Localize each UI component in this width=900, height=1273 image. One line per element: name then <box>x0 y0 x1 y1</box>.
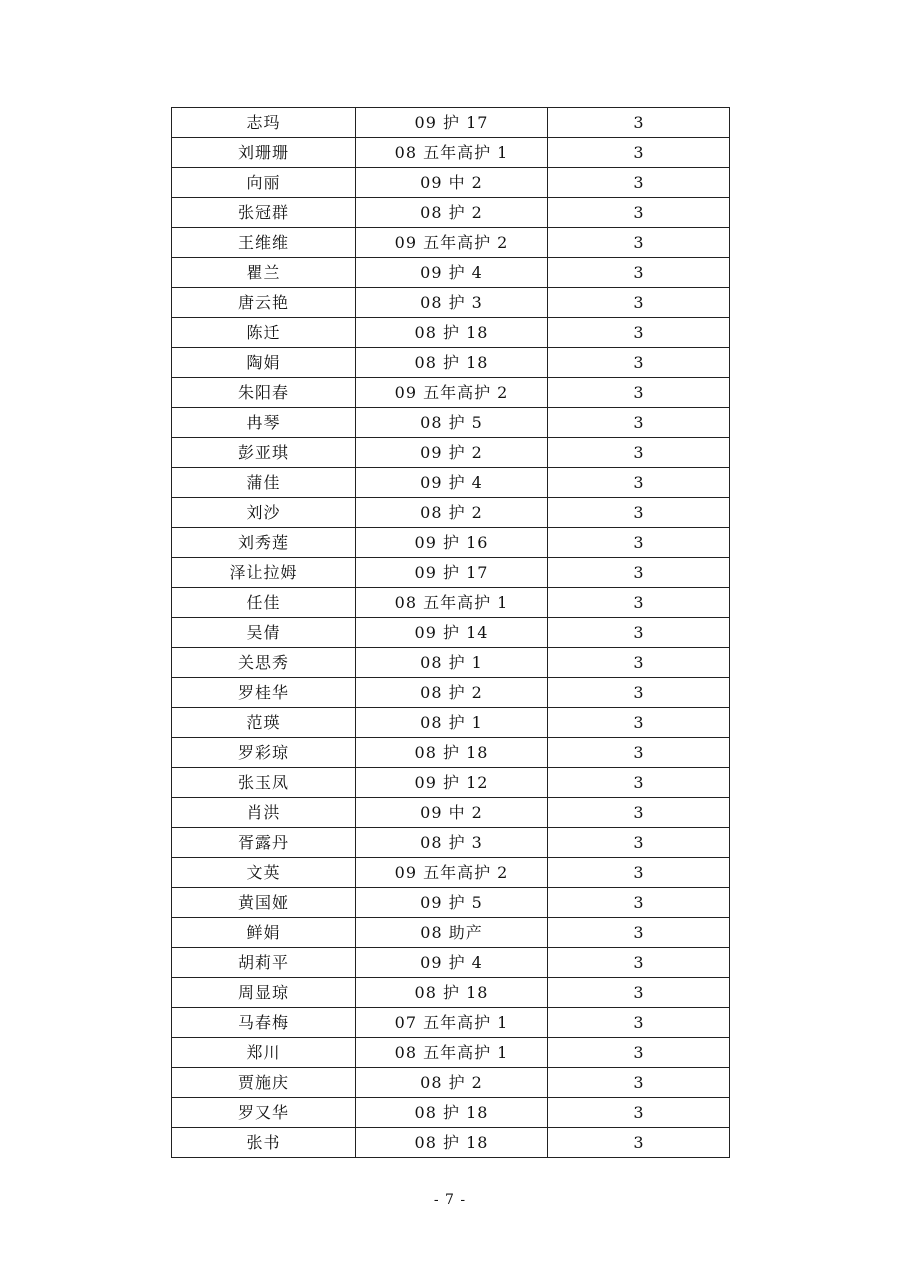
student-name-cell: 鲜娟 <box>172 918 356 948</box>
table-row <box>172 558 730 588</box>
score-cell: 3 <box>548 618 730 648</box>
score-cell: 3 <box>548 738 730 768</box>
class-cell: 09 护 17 <box>356 558 548 588</box>
class-cell: 08 护 18 <box>356 348 548 378</box>
table-row <box>172 708 730 738</box>
student-name-cell: 郑川 <box>172 1038 356 1068</box>
student-name-cell: 罗彩琼 <box>172 738 356 768</box>
class-cell: 08 护 1 <box>356 648 548 678</box>
student-name-cell: 范瑛 <box>172 708 356 738</box>
score-cell: 3 <box>548 468 730 498</box>
class-cell: 09 护 2 <box>356 438 548 468</box>
roster-table <box>171 107 730 1158</box>
score-cell: 3 <box>548 408 730 438</box>
score-cell: 3 <box>548 918 730 948</box>
student-name-cell: 王维维 <box>172 228 356 258</box>
table-row <box>172 348 730 378</box>
table-row <box>172 438 730 468</box>
student-name-cell: 张书 <box>172 1128 356 1158</box>
score-cell: 3 <box>548 768 730 798</box>
student-name-cell: 陈迁 <box>172 318 356 348</box>
class-cell: 08 助产 <box>356 918 548 948</box>
student-name-cell: 周显琼 <box>172 978 356 1008</box>
table-row <box>172 378 730 408</box>
class-cell: 09 护 12 <box>356 768 548 798</box>
table-row <box>172 1038 730 1068</box>
score-cell: 3 <box>548 528 730 558</box>
table-row <box>172 978 730 1008</box>
class-cell: 09 五年高护 2 <box>356 228 548 258</box>
student-name-cell: 刘珊珊 <box>172 138 356 168</box>
table-row <box>172 768 730 798</box>
student-name-cell: 瞿兰 <box>172 258 356 288</box>
student-name-cell: 黄国娅 <box>172 888 356 918</box>
table-row <box>172 1068 730 1098</box>
table-row <box>172 948 730 978</box>
score-cell: 3 <box>548 378 730 408</box>
table-row <box>172 138 730 168</box>
student-name-cell: 冉琴 <box>172 408 356 438</box>
score-cell: 3 <box>548 438 730 468</box>
score-cell: 3 <box>548 1008 730 1038</box>
score-cell: 3 <box>548 798 730 828</box>
student-name-cell: 彭亚琪 <box>172 438 356 468</box>
score-cell: 3 <box>548 1098 730 1128</box>
class-cell: 08 五年高护 1 <box>356 1038 548 1068</box>
score-cell: 3 <box>548 168 730 198</box>
score-cell: 3 <box>548 678 730 708</box>
class-cell: 09 中 2 <box>356 168 548 198</box>
score-cell: 3 <box>548 588 730 618</box>
student-name-cell: 唐云艳 <box>172 288 356 318</box>
table-row <box>172 468 730 498</box>
score-cell: 3 <box>548 828 730 858</box>
score-cell: 3 <box>548 318 730 348</box>
page-number: - 7 - <box>433 1192 467 1208</box>
student-name-cell: 胥露丹 <box>172 828 356 858</box>
score-cell: 3 <box>548 858 730 888</box>
table-row <box>172 738 730 768</box>
class-cell: 08 护 18 <box>356 318 548 348</box>
table-row <box>172 258 730 288</box>
class-cell: 09 中 2 <box>356 798 548 828</box>
score-cell: 3 <box>548 258 730 288</box>
score-cell: 3 <box>548 348 730 378</box>
table-row <box>172 828 730 858</box>
table-row <box>172 318 730 348</box>
score-cell: 3 <box>548 648 730 678</box>
student-name-cell: 罗又华 <box>172 1098 356 1128</box>
score-cell: 3 <box>548 888 730 918</box>
class-cell: 09 护 5 <box>356 888 548 918</box>
student-name-cell: 罗桂华 <box>172 678 356 708</box>
class-cell: 09 护 4 <box>356 258 548 288</box>
table-row <box>172 288 730 318</box>
score-cell: 3 <box>548 288 730 318</box>
student-name-cell: 朱阳春 <box>172 378 356 408</box>
score-cell: 3 <box>548 108 730 138</box>
table-row <box>172 228 730 258</box>
student-name-cell: 胡莉平 <box>172 948 356 978</box>
class-cell: 08 护 18 <box>356 1098 548 1128</box>
table-row <box>172 1098 730 1128</box>
class-cell: 08 护 1 <box>356 708 548 738</box>
student-name-cell: 任佳 <box>172 588 356 618</box>
table-row <box>172 168 730 198</box>
class-cell: 08 护 2 <box>356 678 548 708</box>
student-name-cell: 蒲佳 <box>172 468 356 498</box>
student-name-cell: 文英 <box>172 858 356 888</box>
table-row <box>172 588 730 618</box>
table-row <box>172 798 730 828</box>
table-row <box>172 858 730 888</box>
class-cell: 09 护 16 <box>356 528 548 558</box>
class-cell: 08 护 18 <box>356 978 548 1008</box>
class-cell: 08 护 2 <box>356 198 548 228</box>
class-cell: 08 五年高护 1 <box>356 588 548 618</box>
score-cell: 3 <box>548 1068 730 1098</box>
student-name-cell: 贾施庆 <box>172 1068 356 1098</box>
score-cell: 3 <box>548 558 730 588</box>
table-row <box>172 498 730 528</box>
student-name-cell: 陶娟 <box>172 348 356 378</box>
student-name-cell: 刘沙 <box>172 498 356 528</box>
table-row <box>172 198 730 228</box>
table-row <box>172 918 730 948</box>
class-cell: 08 护 2 <box>356 1068 548 1098</box>
class-cell: 08 护 3 <box>356 288 548 318</box>
table-row <box>172 618 730 648</box>
table-row <box>172 678 730 708</box>
score-cell: 3 <box>548 708 730 738</box>
student-name-cell: 肖洪 <box>172 798 356 828</box>
class-cell: 08 护 18 <box>356 1128 548 1158</box>
score-cell: 3 <box>548 1128 730 1158</box>
student-name-cell: 吴倩 <box>172 618 356 648</box>
table-row <box>172 408 730 438</box>
class-cell: 08 护 18 <box>356 738 548 768</box>
student-name-cell: 张玉凤 <box>172 768 356 798</box>
class-cell: 09 五年高护 2 <box>356 858 548 888</box>
student-name-cell: 泽让拉姆 <box>172 558 356 588</box>
class-cell: 08 五年高护 1 <box>356 138 548 168</box>
roster-table-body <box>172 108 730 1158</box>
score-cell: 3 <box>548 138 730 168</box>
class-cell: 08 护 3 <box>356 828 548 858</box>
student-name-cell: 刘秀莲 <box>172 528 356 558</box>
table-row <box>172 1008 730 1038</box>
score-cell: 3 <box>548 228 730 258</box>
class-cell: 09 护 14 <box>356 618 548 648</box>
table-row <box>172 108 730 138</box>
student-name-cell: 关思秀 <box>172 648 356 678</box>
score-cell: 3 <box>548 978 730 1008</box>
score-cell: 3 <box>548 198 730 228</box>
class-cell: 09 护 4 <box>356 948 548 978</box>
student-name-cell: 向丽 <box>172 168 356 198</box>
score-cell: 3 <box>548 948 730 978</box>
class-cell: 09 五年高护 2 <box>356 378 548 408</box>
class-cell: 09 护 17 <box>356 108 548 138</box>
class-cell: 08 护 5 <box>356 408 548 438</box>
score-cell: 3 <box>548 1038 730 1068</box>
student-name-cell: 志玛 <box>172 108 356 138</box>
score-cell: 3 <box>548 498 730 528</box>
table-row <box>172 648 730 678</box>
class-cell: 07 五年高护 1 <box>356 1008 548 1038</box>
student-name-cell: 马春梅 <box>172 1008 356 1038</box>
table-row <box>172 528 730 558</box>
table-row <box>172 888 730 918</box>
student-name-cell: 张冠群 <box>172 198 356 228</box>
class-cell: 09 护 4 <box>356 468 548 498</box>
class-cell: 08 护 2 <box>356 498 548 528</box>
table-row <box>172 1128 730 1158</box>
